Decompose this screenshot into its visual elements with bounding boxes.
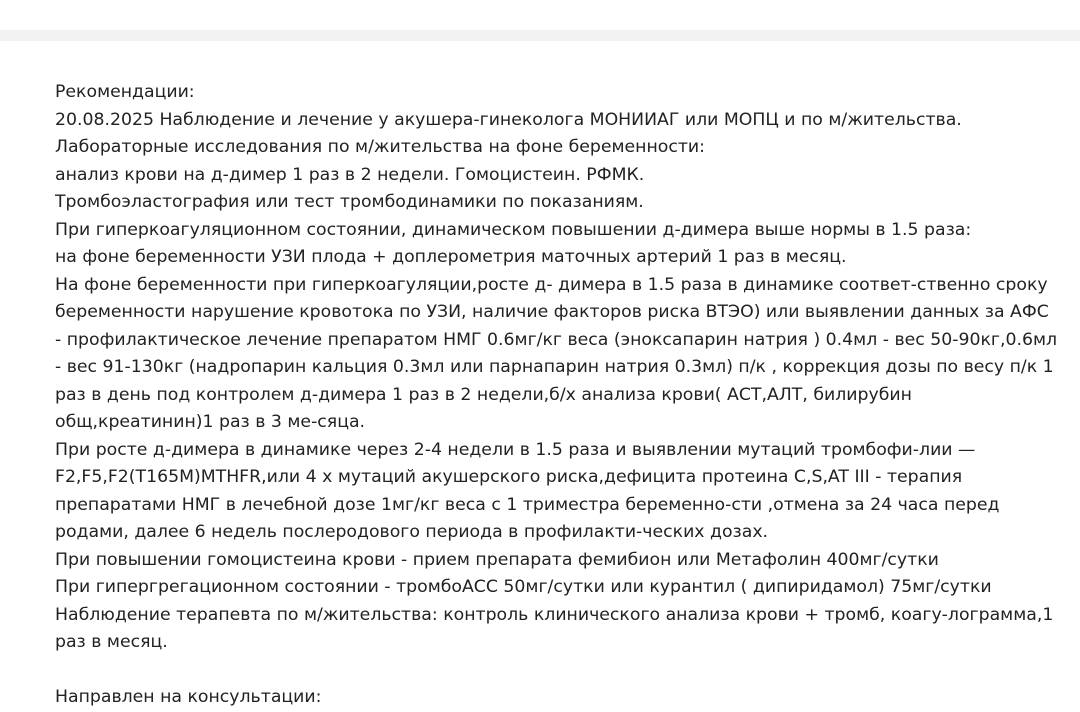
- text-line-1: 20.08.2025 Наблюдение и лечение у акушера-гинеколога МОНИИАГ или МОПЦ и по м/жительства.: [55, 109, 962, 130]
- text-line-7: На фоне беременности при гиперкоагуляции,росте д- димера в 1.5 раза в динамике соответ-ственно сроку: [55, 274, 1048, 295]
- text-line-9: - профилактическое лечение препаратом НМГ 0.6мг/кг веса (эноксапарин натрия ) 0.4мл - вес 50-90кг,0.6мл: [55, 329, 1058, 350]
- text-line-16: родами, далее 6 недель послеродового периода в профилакти-ческих дозах.: [55, 522, 769, 542]
- text-line-13: При росте д-димера в динамике через 2-4 недели в 1.5 раза и выявлении мутаций тромбофи-лии —: [55, 439, 976, 460]
- text-line-8: беременности нарушение кровотока по УЗИ, наличие факторов риска ВТЭО) или выявлении данных за АФС: [55, 302, 1049, 322]
- referral-heading: Направлен на консультации:: [55, 687, 322, 707]
- text-line-10: - вес 91-130кг (надропарин кальция 0.3мл или парнапарин натрия 0.3мл) п/к , коррекция дозы по весу п/к 1: [55, 357, 1054, 377]
- text-line-14: F2,F5,F2(T165M)MTHFR,или 4 х мутаций акушерского риска,дефицита протеина C,S,AT III - терапия: [55, 467, 963, 487]
- text-line-11: раз в день под контролем д-димера 1 раз в 2 недели,б/х анализа крови( АСТ,АЛТ, билирубин: [55, 384, 912, 405]
- text-line-4: Тромбоэластография или тест тромбодинамики по показаниям.: [55, 192, 644, 212]
- text-line-5: При гиперкоагуляционном состоянии, динамическом повышении д-димера выше нормы в 1.5 раза:: [55, 219, 972, 240]
- text-line-18: При гипергрегационном состоянии - тромбоАСС 50мг/сутки или курантил ( дипиридамол) 75мг/сутки: [55, 577, 992, 597]
- text-line-17: При повышении гомоцистеина крови - прием препарата фемибион или Метафолин 400мг/сутки: [55, 549, 939, 570]
- text-line-15: препаратами НМГ в лечебной дозе 1мг/кг веса с 1 триместра беременно-сти ,отмена за 24 часа перед: [55, 494, 1000, 515]
- text-line-12: общ,креатинин)1 раз в 3 ме-сяца.: [55, 412, 366, 432]
- document-body: [55, 79, 1058, 712]
- text-line-20: раз в месяц.: [55, 632, 168, 652]
- text-line-19: Наблюдение терапевта по м/жительства: контроль клинического анализа крови + тромб, коагу-лограмма,1: [55, 604, 1054, 625]
- paragraph-gap: [55, 657, 1045, 685]
- text-line-3: анализ крови на д-димер 1 раз в 2 недели. Гомоцистеин. РФМК.: [55, 164, 645, 185]
- text-line-6: на фоне беременности УЗИ плода + доплерометрия маточных артерий 1 раз в месяц.: [55, 247, 847, 267]
- text-line-2: Лабораторные исследования по м/жительства на фоне беременности:: [55, 137, 705, 157]
- top-divider-strip: [0, 30, 1080, 41]
- recommendations-heading: Рекомендации:: [55, 82, 195, 102]
